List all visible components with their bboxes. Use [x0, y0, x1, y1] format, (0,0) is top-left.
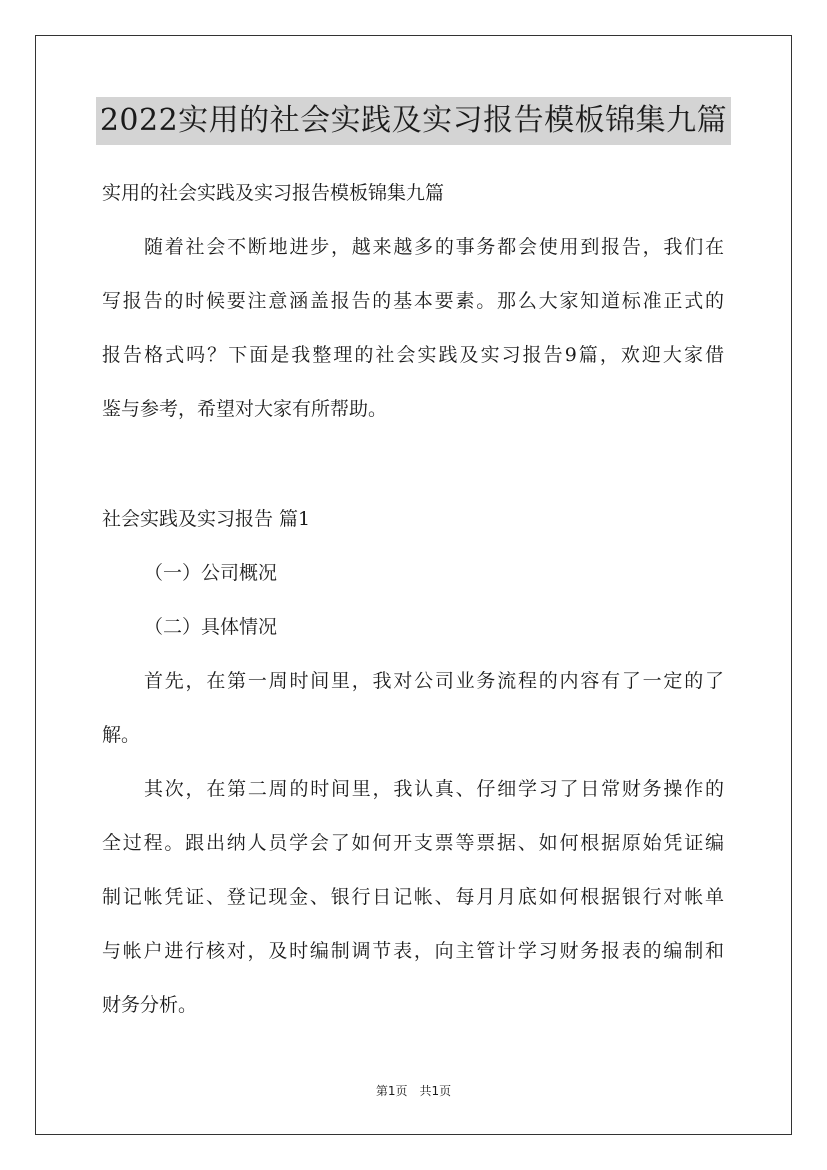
document-subtitle: 实用的社会实践及实习报告模板锦集九篇 [102, 182, 445, 204]
intro-line-2: 写报告的时候要注意涵盖报告的基本要素。那么大家知道标准正式的 [102, 290, 724, 312]
para1-line-2: 解。 [102, 724, 141, 746]
intro-line-4: 鉴与参考，希望对大家有所帮助。 [102, 398, 388, 420]
para2-line-2: 全过程。跟出纳人员学会了如何开支票等票据、如何根据原始凭证编 [102, 832, 724, 854]
document-title-text: 2022实用的社会实践及实习报告模板锦集九篇 [96, 97, 731, 145]
intro-line-1: 随着社会不断地进步，越来越多的事务都会使用到报告，我们在 [144, 236, 724, 258]
para2-line-5: 财务分析。 [102, 994, 198, 1016]
document-title [0, 97, 827, 145]
para2-line-4: 与帐户进行核对，及时编制调节表，向主管计学习财务报表的编制和 [102, 940, 724, 962]
para2-line-1: 其次，在第二周的时间里，我认真、仔细学习了日常财务操作的 [144, 778, 724, 800]
para2-line-3: 制记帐凭证、登记现金、银行日记帐、每月月底如何根据银行对帐单 [102, 886, 724, 908]
intro-line-3: 报告格式吗？下面是我整理的社会实践及实习报告9篇，欢迎大家借 [102, 344, 724, 366]
page-footer: 第1页 共1页 [375, 1084, 452, 1098]
para1-line-1: 首先，在第一周时间里，我对公司业务流程的内容有了一定的了 [144, 670, 724, 692]
list-item-company-overview: （一）公司概况 [144, 562, 278, 584]
list-item-specific-situation: （二）具体情况 [144, 616, 278, 638]
section-heading: 社会实践及实习报告 篇1 [102, 508, 311, 530]
